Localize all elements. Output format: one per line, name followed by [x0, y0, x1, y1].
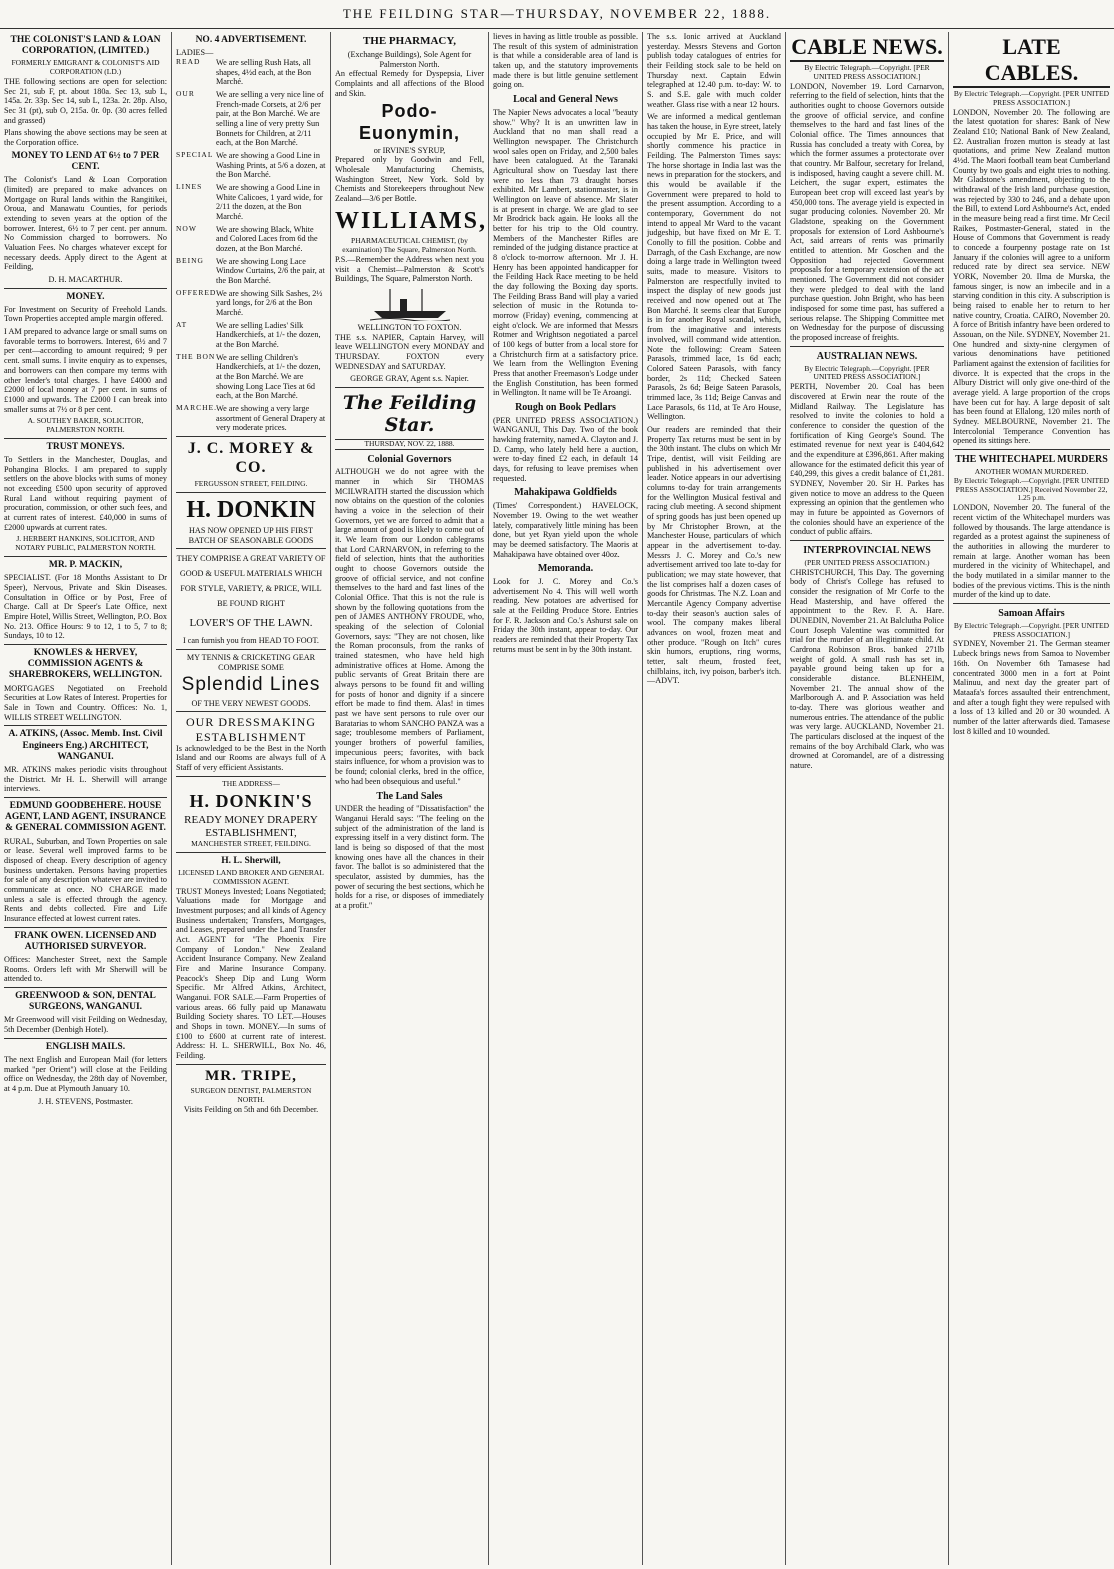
address-pre: THE ADDRESS—	[222, 778, 280, 788]
cable-news-body: LONDON, November 19. Lord Carnarvon, referring to the field of selection, hints that the authorities ought to choose Governors outside the groove of official service, and confine themselves to the hard and fast lines of the Colonial office. The Times announces that Russia has concluded a treaty with Corea, by which the former assumes a protectorate over that country. Mr Balfour, secretary for Ireland, is indisposed, having caught a severe chill. M. Leichert, the sugar expert, estimates the European beet crop will exceed last year's by 450,000 tons. The average yield is expected in sugar producing colonies. November 20. Mr Gladstone, speaking on the Government proposals for extension of Lord Ashbourne's Act, said arrears of rents was primarily entitled to attention. Mr Goschen and the Opposition had rejected Government proposals for a temporary extension of the act mentioned. The Government did not consider they were pledged to deal with the land purchase question. John Bright, who has been indisposed for some time past, has suffered a serious relapse. The Shipping Committee met on Wednesday for the purpose of discussing the proposed increase of freights.	[790, 81, 944, 343]
money-heading: MONEY.	[66, 291, 105, 302]
bon-marche-item-text: We are showing a very large assortment of General Drapery at very moderate prices.	[216, 404, 326, 433]
bon-marche-side-label: SPECIAL	[176, 149, 214, 159]
whitechapel-body: LONDON, November 20. The funeral of the recent victim of the Whitechapel murders was followed by thousands. The large attendance is regarded as a protest against the supineness of the authorities in allowing the murderer to remain at large. Another woman has been murdered in the vicinity of Whitechapel, and the body mutilated in a similar manner to the bodies of the previous victims. This is the ninth murder of the kind up to date.	[953, 503, 1110, 600]
interprovincial-body: CHRISTCHURCH, This Day. The governing body of Christ's College has refused to consider the resignation of Mr Corfe to the Head Mastership, and have offered the appointment to the Rev. F. A. Hare. DUNEDIN, November 21. At Balclutha Police Court Joseph Valentine was committed for trial for the murder of an illegitimate child. At Cardrona Robinson Bros. banked 271lb weight of gold. A small rush has set in, payable ground being taken up for a considerable distance. BLENHEIM, November 21. The annual show of the Marlborough A. and P. Association was held to-day. There was glorious weather and numerous entries. The attendance of the public was very large. AUCKLAND, November 21. The particulars disclosed at the inquest of the remains of the boy Archibald Clark, who was drowned at Coromandel, are of a distressing nature.	[790, 567, 944, 771]
southey-baker: A. SOUTHEY BAKER, SOLICITOR, PALMERSTON NORTH.	[27, 416, 144, 435]
whitechapel-sub: ANOTHER WOMAN MURDERED.	[974, 466, 1089, 476]
divider	[790, 540, 944, 541]
divider	[4, 797, 167, 798]
agent-name: D. H. MACARTHUR.	[48, 274, 123, 284]
money-to-lend-body: The Colonist's Land & Loan Corporation (limited) are prepared to make advances on Mortgage on Rural lands within the Rangitikei, Oroua, and Manawatu Counties, for periods extending to seven years at the option of the borrower. Interest, 6½ to 7 per cent. per annum. No Commission charged to borrowers. No Valuation Fees. No charges whatever except for necessary deeds. Apply direct to the Agent at Feilding,	[4, 175, 167, 272]
divider	[176, 1064, 326, 1065]
colonists-formerly: FORMERLY EMIGRANT & COLONIST'S AID CORPORATION (LD.)	[11, 58, 160, 77]
divider	[4, 556, 167, 557]
cable-news-title: CABLE NEWS.	[790, 34, 944, 62]
pharmacy-body: An effectual Remedy for Dyspepsia, Liver Complaints and all affections of the Blood and Skin.	[335, 69, 484, 98]
bon-marche-side-label: THE BON	[176, 351, 216, 361]
williams-body: P.S.—Remember the Address when next you visit a Chemist—Palmerston & Scott's Buildings, The Square, Palmerston North.	[335, 254, 484, 284]
ready-money: READY MONEY DRAPERY ESTABLISHMENT,	[184, 813, 318, 839]
donkin-line4: I can furnish you from HEAD TO FOOT.	[183, 636, 319, 646]
memoranda-heading: Memoranda.	[537, 563, 594, 575]
bon-marche-side-label: BEING	[176, 255, 204, 265]
book-pedlars-body: (PER UNITED PRESS ASSOCIATION.) WANGANUI, This Day. Two of the book hawking fraternity, named A. Clayton and J. D. Camp, who lately held here a auction, were to-day fined £2 each, in default 14 days, for refusing to leave premises when requested.	[493, 415, 638, 483]
trust-moneys-body: To Settlers in the Manchester, Douglas, and Pohangina Blocks. I am prepared to supply settlers on the above blocks with sums of money not exceeding £500 upon security of approved Rural Land without requiring payment of procuration, commission, or other such fees, and at current rates of interest. £40,000 in sums of £2000 upwards at current rates.	[4, 455, 167, 532]
cable-news-by: By Electric Telegraph.—Copyright. [PER UNITED PRESS ASSOCIATION.]	[804, 62, 930, 81]
bon-marche-item-text: We are selling Ladies' Silk Handkerchiefs, at 1/- the dozen, at the Bon Marché.	[216, 320, 321, 350]
tripe-name: MR. TRIPE,	[205, 1067, 297, 1084]
local-news-body: The Napier News advocates a local "beauty show." Why? It is an unwritten law in Auckland that no man shall read a Wellington newspaper. The Christchurch wool sales open on Friday, and 2,500 bales have been catalogued. At the Taranaki Agricultural show on Tuesday last there were no less than 73 draught horses exhibited. Mr Lambert, stationmaster, is in Wellington on leave of absence. Mr Slater is at present in charge. We are glad to see Mr Brodrick back again. He looks all the better for his trip to the Old country. Members of the Manchester Rifles are reminded of the judging distance practice at 8 o'clock to-morrow afternoon. Mr J. H. Henry has been appointed handicapper for the Feilding Hack Race meeting to be held the day following the Boxing day sports. The Feilding Brass Band will play a varied selection of music in the Rotunda to-morrow (Friday) evening, commencing at eight o'clock. We are informed that Messrs Rotmer and Wrightson negotiated a parcel of 100 kegs of butter from a local store for a Christchurch firm at a satisfactory price. We learn from the Wellington Evening Press that another Freemason's Lodge under the English Constitution, has been formed in Wellington. It name will be Te Aroangi.	[493, 107, 638, 398]
divider	[176, 649, 326, 650]
colonists-plans: Plans showing the above sections may be seen at the Corporation office.	[4, 128, 167, 148]
colonists-sections: THE following sections are open for selection: Sec 21, sub F, pt. about 180a. Sec 13, sub L, 145a. 2r. 33p. Sec 14, sub L, 123a. 2r. 28p. Also, Sec 31 (pt), sub O, 215a. 0r. 0p. (30 acres felled and grassed)	[4, 77, 167, 125]
donkin-line2: THEY COMPRISE A GREAT VARIETY OF GOOD & USEFUL MATERIALS WHICH FOR STYLE, VARIETY, & PRICE, WILL BE FOUND RIGHT	[176, 554, 326, 608]
land-sales-heading: The Land Sales	[376, 790, 443, 802]
bon-marche-side-label: AT	[176, 319, 188, 329]
tripe-sub: SURGEON DENTIST, PALMERSTON NORTH.	[190, 1086, 312, 1105]
divider	[4, 725, 167, 726]
divider	[176, 492, 326, 493]
mails-sign: J. H. STEVENS, Postmaster.	[38, 1096, 133, 1106]
australian-news-body: PERTH, November 20. Coal has been discovered at Erwin near the route of the Midland Railway. The Legislature has resolved to invite the colonies to hold a conference to consider the question of the fortification of King George's Sound. The estimated revenue for next year is £404,642 and the expenditure at £396,861. After making allowance for the estimated deficit this year of £40,299, this gives a credit balance of £1,281. SYDNEY, November 20. Sir H. Parkes has given notice to move an address to the Queen expressing an opinion that the gentlemen who may in future be appointed as Governors of the colonies should have an experience of the conduct of public affairs.	[790, 382, 944, 537]
divider	[4, 438, 167, 439]
australian-news-by: By Electric Telegraph.—Copyright. [PER UNITED PRESS ASSOCIATION.]	[804, 363, 930, 382]
sherwill-sub: LICENSED LAND BROKER AND GENERAL COMMISSION AGENT.	[178, 867, 324, 886]
bon-marche-item	[176, 289, 326, 318]
donkin-line6: OF THE VERY NEWEST GOODS.	[191, 698, 311, 708]
late-cables-by: By Electric Telegraph.—Copyright. [PER UNITED PRESS ASSOCIATION.]	[953, 88, 1110, 107]
podo-title: Podo-Euonymin,	[358, 101, 460, 143]
bon-marche-item	[176, 257, 326, 286]
australian-news-heading: AUSTRALIAN NEWS.	[816, 350, 918, 362]
bon-marche-list	[176, 58, 326, 433]
ship-agent: GEORGE GRAY, Agent s.s. Napier.	[350, 374, 469, 384]
divider	[4, 927, 167, 928]
bon-marche-item-text: We are showing Silk Sashes, 2½ yard longs, for 2/6 at the Bon Marché.	[216, 288, 323, 317]
williams-title: WILLIAMS,	[335, 207, 488, 234]
hankins: J. HERBERT HANKINS, SOLICITOR, AND NOTARY PUBLIC, PALMERSTON NORTH.	[15, 534, 156, 553]
goodbehere-heading: EDMUND GOODBEHERE. HOUSE AGENT, LAND AGENT, INSURANCE & GENERAL COMMISSION AGENT.	[5, 800, 166, 834]
divider	[176, 711, 326, 712]
bon-marche-item-text: We are selling Rush Hats, all shapes, 4½d each, at the Bon Marché.	[216, 57, 312, 87]
column-1	[0, 32, 172, 1565]
owen-heading: FRANK OWEN. LICENSED AND AUTHORISED SURVEYOR.	[14, 930, 157, 952]
splendid-lines: Splendid Lines	[181, 674, 321, 696]
dressmaking: OUR DRESSMAKING ESTABLISHMENT	[185, 715, 316, 744]
donkin-name: H. DONKIN	[186, 496, 316, 523]
steamship-icon	[370, 287, 450, 321]
bon-marche-item-text: We are selling Children's Handkerchiefs, at 1/- the dozen, at the Bon Marché. We are showing Long Lace Ties at 6d each, at the Bon Marché.	[216, 352, 321, 401]
donkin-line1: HAS NOW OPENED UP HIS FIRST BATCH OF SEASONABLE GOODS	[188, 525, 314, 545]
greenwood-body: Mr Greenwood will visit Feilding on Wednesday, 5th December (Denbigh Hotel).	[4, 1015, 167, 1035]
column-4	[489, 32, 643, 1565]
rural-body: RURAL, Suburban, and Town Properties on sale or lease. Several well improved farms to be disposed of cheap. Every description of agency business undertaken. Persons having properties for sale of any description whatever are invited to communicate at once. NO CHARGE made unless a sale is effected through the agency. Rents and debts collected. Fire and Life Insurance effected at lowest current rates.	[4, 836, 167, 923]
morey-sub: FERGUSSON STREET, FEILDING.	[194, 478, 308, 488]
ship-body: THE s.s. NAPIER, Captain Harvey, will leave WELLINGTON every MONDAY and THURSDAY. FOXTON every WEDNESDAY and SATURDAY.	[335, 332, 484, 371]
bon-marche-item-text: We are showing Black, White and Colored Laces from 6d the dozen, at the Bon Marché.	[216, 224, 318, 253]
book-pedlars-heading: Rough on Book Pedlars	[515, 401, 616, 413]
mails-body: The next English and European Mail (for letters marked "per Orient") will close at the Feilding office on Wednesday, the 28th day of November, at 4 p.m. Due at Plymouth January 10.	[4, 1055, 167, 1094]
money-to-lend-heading: MONEY TO LEND AT 6½ to 7 PER CENT.	[11, 150, 160, 172]
knowles-body: MORTGAGES Negotiated on Freehold Securities at Low Rates of Interest. Properties for Sale in Town and Country. Offices: No. 1, WILLIS STREET WELLINGTON.	[4, 683, 167, 722]
masthead-date: THURSDAY, NOV. 22, 1888.	[335, 439, 484, 450]
pharmacy-sub: (Exchange Buildings), Sole Agent for Palmerston North.	[347, 49, 472, 69]
bon-marche-side-label: NOW	[176, 223, 197, 233]
divider	[176, 548, 326, 549]
land-sales-body: UNDER the heading of "Dissatisfaction" the Wanganui Herald says: "The feeling on the subject of the administration of the land is expressing itself in a very distinct form. The land is being so disposed of that the most knowing ones have all the chances in their favor. The ballot is so administered that the speculator, assisted by dummies, has the power of securing the best sections, which he holds for a rise, or disposes of immediately at a profit."	[335, 804, 484, 911]
money-body: For Investment on Security of Freehold Lands. Town Properties accepted ample margin offered.	[4, 304, 167, 324]
bon-marche-side-label: MARCHE.	[176, 403, 217, 413]
divider	[790, 346, 944, 347]
pharmacy-title: THE PHARMACY,	[362, 35, 457, 47]
podo-body: Prepared only by Goodwin and Fell, Wholesale Manufacturing Chemists, Washington Street, New York. Sold by Chemists and Storekeepers throughout New Zealand—3/6 per Bottle.	[335, 155, 484, 204]
colonial-governors-heading: Colonial Governors	[367, 453, 452, 465]
col5-body: We are informed a medical gentleman has taken the house, in Eyre street, lately occupied by Mr E. Price, and will shortly commence his practice in Feilding. The Palmerston Times says: The horse shortage in India last was the news in preparation for the stockers, and this would be available if the Government were prepared to hold to the present assumption. According to a contemporary, Government do not intend to appeal Mr Ward to the vacant judgeship, but have fixed on Mr E. T. Conolly to fill the position. Cobbe and Darragh, of the Cash Exchange, are now doing a large trade in Wellington tweed suits, made to measure. Visitors to Palmerston are respectfully invited to inspect the display of new goods just received and now opened out at The Bon Marché. It seems clear that Europe is in for another Royal scandal, which, from the imaginative and interests involved, will command wide attention. Note the following: Cream Sateen Parasols, trimmed lace, 1s 6d each; Colored Sateen Parasols, with fancy border, 2s 11d; Checked Sateen Parasols, 2s 6d; Beige Sateen Parasols, trimmed lace, 3s 11d; Beige Canvas and Lace Parasols, 6s 11d, at Te Aro House, Wellington.	[647, 112, 781, 422]
goldfields-body: (Times' Correspondent.) HAVELOCK, November 19. Owing to the wet weather lately, comparatively little mining has been done, but yet Ryan yield upon the whole may be deemed satisfactory. The Maoris at Mahakipawa have obtained over 40oz.	[493, 501, 638, 559]
manchester-street: MANCHESTER STREET, FEILDING.	[191, 838, 311, 848]
bon-marche-item	[176, 151, 326, 180]
bon-marche-item	[176, 183, 326, 222]
ladies-label: LADIES—	[176, 48, 214, 58]
bon-marche-item-text: We are showing a Good Line in White Calicoes, 1 yard wide, for 2/11 the dozen, at the Bon Marché.	[216, 182, 323, 221]
column-5	[643, 32, 786, 1565]
no4-title: NO. 4 ADVERTISEMENT.	[195, 35, 307, 45]
greenwood-heading: GREENWOOD & SON, DENTAL SURGEONS, WANGANUI.	[15, 991, 156, 1013]
owen-body: Offices: Manchester Street, next the Sample Rooms. Orders left with Mr Sherwill will be attended to.	[4, 955, 167, 984]
bon-marche-item	[176, 90, 326, 148]
interprovincial-by: (PER UNITED PRESS ASSOCIATION.)	[804, 557, 930, 567]
trust-moneys-heading: TRUST MONEYS.	[46, 441, 125, 452]
bon-marche-item-text: We are selling a very nice line of French-made Corsets, at 2/6 per pair, at the Bon Marché. We are selling a line of very pretty Sun Bonnets for Children, at 2/11 each, at the Bon Marché.	[216, 89, 324, 148]
mackin-heading: MR. P. MACKIN,	[48, 560, 123, 571]
whitechapel-heading: THE WHITECHAPEL MURDERS	[955, 454, 1108, 466]
bon-marche-item	[176, 225, 326, 254]
williams-sub: PHARMACEUTICAL CHEMIST, (by examination) The Square, Palmerston North.	[342, 236, 477, 254]
donkin-line5: MY TENNIS & CRICKETING GEAR COMPRISE SOME	[186, 653, 316, 672]
divider	[176, 776, 326, 777]
colonists-title: THE COLONIST'S LAND & LOAN CORPORATION, (LIMITED.)	[10, 35, 161, 57]
podo-sub: or IRVINE'S SYRUP,	[373, 145, 446, 155]
bon-marche-side-label: OFFERED	[176, 287, 217, 297]
bon-marche-side-label: OUR	[176, 88, 195, 98]
bon-marche-item-text: We are showing Long Lace Window Curtains, 2/6 the pair, at the Bon Marché.	[216, 256, 325, 285]
local-news-heading: Local and General News	[513, 94, 618, 106]
bon-marche-item	[176, 404, 326, 433]
bon-marche-item	[176, 353, 326, 401]
col5-top: The s.s. Ionic arrived at Auckland yesterday. Messrs Stevens and Gorton publish today catalogues of entries for their Feilding stock sale to be held on Thursday next. Captain Edwin telegraphed at 12.40 p.m. to-day: W. to S. and S.E. gale with much colder weather. Glass rise with a near 12 hours.	[647, 32, 781, 109]
atkins-body: MR. ATKINS makes periodic visits throughout the District. Mr H. L. Sherwill will arrange interviews.	[4, 764, 167, 794]
divider	[335, 387, 484, 388]
samoan-body: SYDNEY, November 21. The German steamer Lubeck brings news from Samoa to November 16th. On November 6th Tamasese had concentrated 3000 men in a fort at Point Malinuu, and next day the greater part of Mataafa's forces assaulted their entrenchment, and after a tough fight they were repulsed with a loss of 13 killed and 20 or 30 wounded. A number of the latter afterwards died. Tamasese lost 8 killed and 10 wounded.	[953, 639, 1110, 736]
divider	[4, 1038, 167, 1039]
mackin-body: SPECIALIST. (For 18 Months Assistant to Dr Speer), Nervous, Private and Skin Diseases. Consultation in Office or by Post, Free of Charge. Call at Dr Speer's Late Office, next Empire Hotel, Willis Street, Wellington, P.O. Box No. 213. Office Hours: 9 to 12, 1 to 5, 7 to 8; Sundays, 10 to 12.	[4, 573, 167, 641]
goldfields-heading: Mahakipawa Goldfields	[514, 487, 617, 499]
interprovincial-heading: INTERPROVINCIAL NEWS	[803, 545, 931, 557]
column-3	[331, 32, 489, 1565]
knowles-heading: KNOWLES & HERVEY, COMMISSION AGENTS & SHAREBROKERS, WELLINGTON.	[8, 648, 162, 681]
col5-tail: Our readers are reminded that their Property Tax returns must be sent in by the 30th instant. The clubs on which Mr Tripe, dentist, will visit Feilding are published in his advertisement over leader. Notice appears in our advertising columns to-day for train arrangements for the Wellington Musical festival and racing club meeting. A second shipment of spring goods has just been opened up by Mr Christopher Brown, at the Manchester House, particulars of which appear in the advertisement to-day. Messrs J. C. Morey and Co.'s new advertisement arrived too late to-day for publication; we may state however, that the list comprises half a dozen cases of goods for Christmas. The N.Z. Loan and Mercantile Agency Company advertise to-day their season's auction sales of wool. The company makes liberal advances on wool, frozen meat and other produce. "Rough on Itch" cures skin humors, eruptions, ring worms, tetter, salt rheum, frosted feet, chilblains, itch, ivy poison, barber's itch.—ADVT.	[647, 424, 781, 686]
morey-name: J. C. MOREY & CO.	[187, 440, 315, 476]
divider	[4, 644, 167, 645]
col4-top: lieves in having as little trouble as possible. The result of this system of administration is that while a considerable area of land is taken up, and the statutory improvements made there is but little genuine settlement going on.	[493, 32, 638, 90]
donkins-name: H. DONKIN'S	[189, 790, 313, 811]
memoranda-body: Look for J. C. Morey and Co.'s advertisement No 4. This will well worth reading. New potatoes are advertised for sale at the Feilding Produce Store. Entries for F. R. Jackson and Co.'s Ashurst sale on Friday the 30th instant, appear to-day. Our readers are reminded that their Property Tax returns must be sent in by the 30th instant.	[493, 577, 638, 654]
colonial-governors-body: ALTHOUGH we do not agree with the manner in which Sir THOMAS MCILWRAITH started the discussion which now obtains on the question of the colonies having a voice in the selection of their Governors, yet we are forced to admit that a large amount of good is likely to come out of it. We learn from our London cablegrams that Lord CARNARVON, in referring to the field of selection, hints that the authorities ought to choose Governors outside the groove of official service, and not confine themselves to the hard and fast lines of the Colonial Office. That this is not the rule is shown by the following quotations from the pen of JAMES ANTHONY FROUDE, who, speaking of the selection of Colonial Governors, says: "They are not chosen, like the Roman proconsuls, from the ranks of trained statesmen, who have held high administrative offices at Home. Among the public servants of Great Britain there are always persons to be found fit and willing for posts of honor and dignity if a sincere effort be made to find them. Alas! in times past we have sent persons to rule over our Baratarias to whom SANCHO PANZA was a sage; troublesome members of Parliament, younger brothers of powerful families, impecunious peers; favorites, with back stairs influence, for whom a provision was to be found; colonial clerks, bred in the office, who had been obsequious and useful."	[335, 467, 484, 786]
divider	[4, 288, 167, 289]
samoan-heading: Samoan Affairs	[998, 608, 1065, 619]
sherwill-name: H. L. Sherwill,	[221, 855, 281, 866]
donkin-line7: Is acknowledged to be the Best in the North Island and our Rooms are always full of A Staff of very efficient Assistants.	[176, 743, 326, 773]
masthead: The Feilding Star.	[342, 391, 477, 437]
column-2	[172, 32, 331, 1565]
divider	[176, 852, 326, 853]
divider	[176, 436, 326, 437]
divider	[4, 987, 167, 988]
tripe-body: Visits Feilding on 5th and 6th December.	[183, 1104, 319, 1114]
advance-body: I AM prepared to advance large or small sums on favorable terms to borrowers. Interest, 6½ and 7 per cent—according to amount required; 9 per cent. small sums. I invite enquiry as to expenses, and borrowers can then compare my terms with other lender's total charges. I have £4000 and £2000 of local money at 7 per cent. in sums of £1000 and upwards. The £2000 I can break into smaller sums at 7½ or 8 per cent.	[4, 327, 167, 414]
column-6	[786, 32, 949, 1565]
late-cables-title: LATE CABLES.	[953, 34, 1110, 88]
mails-heading: ENGLISH MAILS.	[45, 1041, 126, 1052]
donkin-line3: LOVER'S OF THE LAWN.	[189, 617, 313, 630]
bon-marche-item	[176, 58, 326, 87]
sherwill-body: TRUST Moneys Invested; Loans Negotiated; Valuations made for Mortgage and Investment purposes; and all kinds of Agency Business undertaken; Transfers, Mortgages, and Leases, prepared under the Land Transfer Act. AGENT for "The Phoenix Fire Company of London." New Zealand Accident Insurance Company. New Zealand Fire and Marine Insurance Company. Peacock's Sheep Dip and Lung Worm Specific. Mr Alfred Atkins, Architect, Wanganui. FOR SALE.—Farm Properties of various areas. 66 fully paid up Manawatu Building Society shares. TO LET.—Houses and Shops in town. MONEY.—In sums of £100 to £600 at current rate of interest. Address: H. L. SHERWILL, Box No. 46, Feilding.	[176, 886, 326, 1060]
bon-marche-side-label: LINES	[176, 181, 203, 191]
samoan-by: By Electric Telegraph.—Copyright. [PER UNITED PRESS ASSOCIATION.]	[953, 620, 1110, 639]
bon-marche-item	[176, 321, 326, 350]
page-header: THE FEILDING STAR—THURSDAY, NOVEMBER 22, 1888.	[0, 0, 1114, 29]
column-7	[949, 32, 1114, 1565]
divider	[953, 449, 1110, 450]
bon-marche-item-text: We are showing a Good Line in Washing Prints, at 5/6 a dozen, at the Bon Marché.	[216, 150, 326, 180]
divider	[953, 603, 1110, 604]
whitechapel-by: By Electric Telegraph.—Copyright. [PER UNITED PRESS ASSOCIATION.] Received November 22, 1.25 p.m.	[953, 475, 1110, 503]
bon-marche-side-label: READ	[176, 56, 201, 66]
ship-route: WELLINGTON TO FOXTON.	[357, 322, 462, 332]
atkins-heading: A. ATKINS, (Assoc. Memb. Inst. Civil Engineers Eng.) ARCHITECT, WANGANUI.	[8, 729, 163, 762]
late-cables-body: LONDON, November 20. The following are the latest quotation for shares: Bank of New Zealand £10; National Bank of New Zealand, £2. Australian frozen mutton is steady at last quotations, and prime New Zealand mutton 4½d. The Maori football team beat Cumberland County by two goals and eight tries to nothing. Mr Gladstone's amendment, objecting to the withdrawal of the Irish land purchase question, was rejected by 330 to 246, and a debate upon the Bill, to extend Lord Ashbourne's Act, ended in the measure being read a first time. Mr Cecil Raikes, Postmaster-General, stated in the House of Commons that Government is ready to concede a fourpenny postage rate on 1st January if the colonies will agree to a uniform reduced rate by direct sea service. NEW YORK, November 20. Ilma de Murska, the famous singer, is now an imbecile and in a starving condition in this city. A subscription is being raised to enable her to return to her native country, Croatia. CAIRO, November 20. A force of British infantry have been ordered to Assouan, on the Nile. SYDNEY, November 21. One hundred and sixty-nine clergymen of various denominations have petitioned Parliament against the extension of facilities for divorce. It is expected that the crops in the Albury District will only give one-third of the average yield. A large proportion of the crops have been cut for hay. A large deposit of salt has been found at Ellalong, 120 miles north of Sydney. MELBOURNE, November 21. The Intercolonial Temperance Convention has opened its sittings here.	[953, 107, 1110, 446]
